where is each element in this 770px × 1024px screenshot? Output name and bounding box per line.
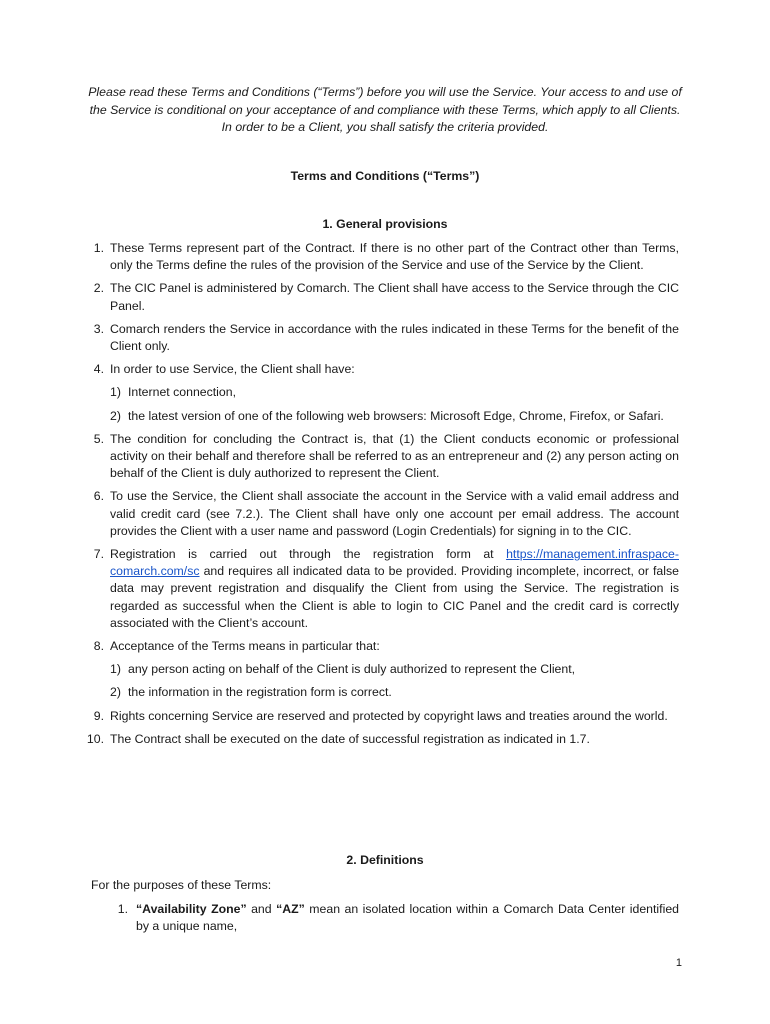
list-item: [0, 546, 770, 632]
definition-conjunction: and: [246, 902, 277, 916]
item-number: 5.: [93, 431, 104, 446]
item-text-before-link: Registration is carried out through the registration form at: [110, 547, 507, 562]
list-item: [0, 638, 770, 702]
definition-body: mean an isolated location within a Comarch Data Center identified by a unique name,: [136, 902, 679, 934]
section-2-heading: 2. Definitions: [346, 853, 424, 867]
item-text: [110, 546, 679, 632]
item-number: 6.: [93, 489, 104, 504]
item-text-after-link: and requires all indicated data to be provided. Providing incomplete, incorrect, or false data may prevent registration and disqualify the Client from using the Service. The registration is regarded as successful when the Client is able to login to CIC Panel and the credit card is correctly associated with the Client’s account.: [110, 564, 679, 630]
item-text: Rights concerning Service are reserved and protected by copyright laws and treaties around the world.: [110, 708, 668, 723]
item-text: Comarch renders the Service in accordance with the rules indicated in these Terms for the benefit of the Client only.: [110, 321, 679, 354]
item-text: The condition for concluding the Contract is, that (1) the Client conducts economic or professional activity on their behalf and therefore shall be referred to as an entrepreneur and (2) any person acting on behalf of the Client is duly authorized to represent the Client.: [110, 431, 679, 481]
item-number: 1.: [93, 241, 104, 255]
list-item: [0, 431, 770, 483]
sub-list-item: [0, 384, 770, 401]
page-number: 1: [675, 957, 682, 969]
definition-text: [136, 901, 679, 935]
sub-list-item: [0, 684, 770, 701]
section-1-list: [0, 240, 770, 748]
intro-paragraph: Please read these Terms and Conditions (“Terms”) before you will use the Service. Your access to and use of the Service is conditional on your acceptance of and compliance with these Terms, which apply to all Clients. In order to be a Client, you shall satisfy the criteria provided.: [88, 85, 682, 134]
item-text: To use the Service, the Client shall associate the account in the Service with a valid email address and valid credit card (see 7.2.). The Client shall have only one account per email address. The account provides the Client with a user name and password (Login Credentials) for signing in to the CIC.: [110, 489, 679, 538]
sub-item-number: 2): [110, 685, 121, 700]
item-text: Acceptance of the Terms means in particular that:: [110, 639, 380, 654]
item-number: 9.: [93, 708, 104, 723]
item-number: 10.: [86, 731, 104, 746]
definitions-lead: For the purposes of these Terms:: [91, 878, 272, 892]
section-1-heading: 1. General provisions: [322, 217, 448, 231]
item-number: 4.: [93, 362, 104, 377]
item-number: 7.: [93, 547, 104, 562]
item-number: 2.: [93, 281, 104, 296]
sub-item-text: the latest version of one of the following web browsers: Microsoft Edge, Chrome, Firefox, or Safari.: [128, 408, 664, 423]
item-number: 3.: [93, 321, 104, 336]
definition-item: [0, 901, 770, 935]
item-text: These Terms represent part of the Contract. If there is no other part of the Contract other than Terms, only the Terms define the rules of the provision of the Service and use of the Service by the Client.: [110, 241, 679, 273]
sub-item-text: Internet connection,: [128, 385, 237, 400]
item-number: 8.: [93, 639, 104, 654]
sub-list-item: [0, 408, 770, 425]
list-item: [0, 240, 770, 274]
item-text: The CIC Panel is administered by Comarch. The Client shall have access to the Service through the CIC Panel.: [110, 281, 679, 313]
item-text: In order to use Service, the Client shall have:: [110, 362, 355, 377]
sub-item-text: any person acting on behalf of the Client is duly authorized to represent the Client,: [128, 662, 576, 677]
registration-form-link[interactable]: https://management.infraspace-comarch.com/sc: [110, 547, 679, 579]
sub-item-text: the information in the registration form is correct.: [128, 685, 392, 700]
list-item: [0, 488, 770, 540]
list-item: [0, 321, 770, 355]
list-item: [0, 280, 770, 314]
sub-item-number: 1): [110, 385, 121, 400]
item-text: The Contract shall be executed on the date of successful registration as indicated in 1.7.: [110, 731, 590, 746]
definition-term: “Availability Zone”: [136, 902, 247, 916]
doc-title: Terms and Conditions (“Terms”): [290, 169, 480, 183]
sub-list-item: [0, 661, 770, 678]
definition-term: “AZ”: [276, 902, 305, 916]
list-item: [0, 731, 770, 748]
sub-item-number: 1): [110, 662, 121, 677]
definition-number: 1.: [117, 902, 128, 916]
sub-item-number: 2): [110, 408, 121, 423]
list-item: [0, 708, 770, 725]
list-item: [0, 361, 770, 425]
